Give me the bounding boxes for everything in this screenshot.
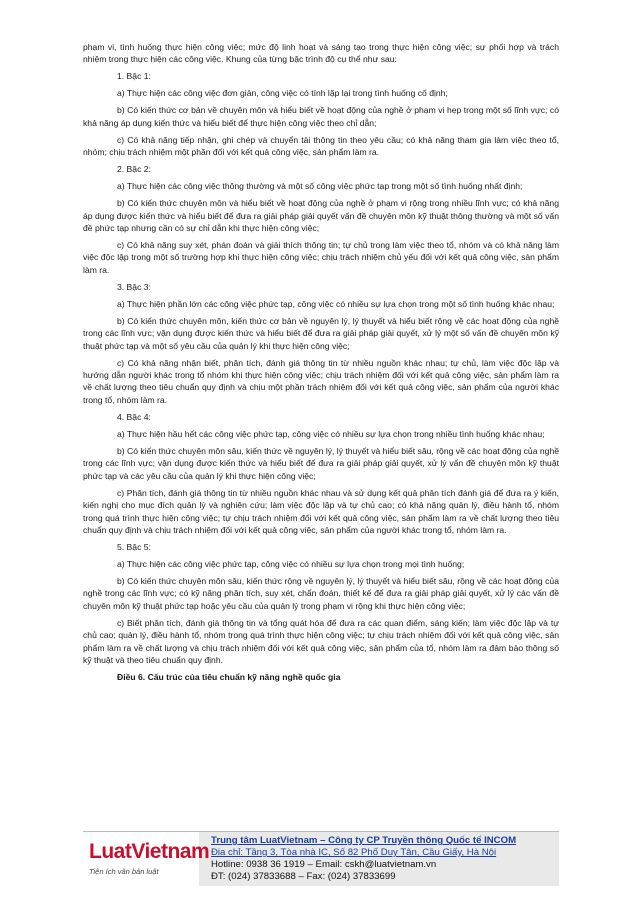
paragraph: c) Có khả năng nhận biết, phân tích, đánh giá thông tin từ nhiều nguồn khác nhau; tự chủ, làm việc độc lập và hướng dẫn người khác trong tổ nhóm khi thực hiện công việc; chịu trách nhiệm đối với kết quả công việc, sản phẩm làm ra về chất lượng theo tiêu chuẩn quy định và chịu một phần trách nhiệm đối với kết quả công việc, sản phẩm của người khác trong tổ, nhóm làm ra.: [83, 357, 559, 405]
contact-info: [199, 832, 559, 886]
paragraph: b) Có kiến thức chuyên môn và hiểu biết về hoạt động của nghề ở phạm vi rộng trong nhiều lĩnh vực; có khả năng áp dụng được kiến thức và hiểu biết để đưa ra giải pháp giải quyết vấn đề chuyên môn kỹ thuật thông thường và một số vấn đề phức tạp nhưng cần có sự chỉ dẫn khi thực hiện công việc;: [83, 198, 559, 234]
article-heading: Điều 6. Cấu trúc của tiêu chuẩn kỹ năng nghề quốc gia: [117, 671, 341, 682]
paragraph: c) Phân tích, đánh giá thông tin từ nhiều nguồn khác nhau và sử dụng kết quả phân tích đánh giá để đưa ra ý kiến, kiến nghị cho mục đích quản lý và nghiên cứu; làm việc độc lập và tự chủ cao; có khả năng quản lý, điều hành tổ, nhóm trong quá trình thực hiện công việc; tự chịu trách nhiệm đối với kết quả công việc, sản phẩm làm ra về chất lượng theo tiêu chuẩn quy định và chịu trách nhiệm đối với kết quả công việc, sản phẩm của người khác trong tổ, nhóm làm ra.: [83, 487, 559, 535]
paragraph: a) Thực hiện các công việc thông thường và một số công việc phức tạp trong một số tình huống nhất định;: [117, 181, 523, 192]
paragraph: 5. Bậc 5:: [117, 541, 151, 552]
paragraph: c) Có khả năng tiếp nhận, ghi chép và chuyển tải thông tin theo yêu cầu; có khả năng tham gia làm việc theo tổ, nhóm; chịu trách nhiệm một phần đối với kết quả công việc, sản phẩm làm ra.: [83, 134, 559, 158]
footer-banner: [83, 831, 559, 886]
logo-mark: [89, 840, 210, 864]
paragraph: 1. Bậc 1:: [117, 71, 151, 82]
paragraph: a) Thực hiện các công việc đơn giản, công việc có tính lặp lại trong tình huống cố định;: [117, 88, 448, 99]
paragraph: c) Có khả năng suy xét, phán đoán và giải thích thông tin; tự chủ trong làm việc theo tổ, nhóm và có khả năng làm việc độc lập trong một số trường hợp khi thực hiện công việc; chịu trách nhiệm chủ yếu đối với kết quả công việc, sản phẩm làm ra.: [83, 240, 559, 275]
phone-fax: ĐT: (024) 37833688 – Fax: (024) 37833699: [211, 871, 396, 882]
logo-text: LuatVietnam: [89, 840, 210, 863]
paragraph: b) Có kiến thức chuyên môn, kiến thức cơ bản về nguyên lý, lý thuyết và hiểu biết rộng về các hoạt động của nghề trong các lĩnh vực; vận dụng được kiến thức và hiểu biết để đưa ra giải pháp giải quyết, xử lý một số vấn đề chuyên môn kỹ thuật phức tạp và một số yêu cầu của quản lý khi thực hiện công việc;: [83, 315, 559, 351]
paragraph: b) Có kiến thức chuyên môn sâu, kiến thức rộng về nguyên lý, lý thuyết và hiểu biết sâu, rộng về các hoạt động của nghề trong các lĩnh vực; có kỹ năng phân tích, suy xét, chẩn đoán, thiết kế để đưa ra giải pháp giải quyết, xử lý các vấn đề chuyên môn kỹ thuật phức tạp hoặc yêu cầu của quản lý trong phạm vi rộng khi thực hiện công việc;: [83, 575, 559, 611]
paragraph: c) Biết phân tích, đánh giá thông tin và tổng quát hóa để đưa ra các quan điểm, sáng kiến; làm việc độc lập và tự chủ cao; quản lý, điều hành tổ, nhóm trong quá trình thực hiện công việc; tự chịu trách nhiệm đối với kết quả công việc, sản phẩm làm ra về chất lượng và chịu trách nhiệm đối với kết quả công việc, sản phẩm của tổ, nhóm làm ra đảm bảo thông số kỹ thuật và theo tiêu chuẩn quy định.: [83, 617, 559, 665]
document-body: [83, 41, 559, 688]
logo-tagline: Tiện ích văn bản luật: [89, 867, 159, 876]
paragraph: 2. Bậc 2:: [117, 164, 151, 175]
paragraph: 3. Bậc 3:: [117, 281, 151, 292]
paragraph: b) Có kiến thức cơ bản về chuyên môn và hiểu biết về hoạt động của nghề ở phạm vi hẹp trong một số lĩnh vực; có khả năng áp dụng kiến thức và hiểu biết để thực hiện công việc theo chỉ dẫn;: [83, 105, 559, 128]
paragraph: b) Có kiến thức chuyên môn sâu, kiến thức về nguyên lý, lý thuyết và hiểu biết sâu, rộng về các hoạt động của nghề trong các lĩnh vực; vận dụng được kiến thức và hiểu biết để đưa ra giải pháp giải quyết, xử lý vấn đề chuyên môn kỹ thuật phức tạp và các yêu cầu của quản lý khi thực hiện công việc;: [83, 445, 559, 481]
paragraph: 4. Bậc 4:: [117, 411, 151, 422]
hotline-email: Hotline: 0938 36 1919 – Email: cskh@luatvietnam.vn: [211, 859, 437, 870]
paragraph: a) Thực hiện các công việc phức tạp, công việc có nhiều sự lựa chọn trong mọi tình huống;: [117, 558, 465, 569]
company-name-link[interactable]: Trung tâm LuatVietnam – Công ty CP Truyền thông Quốc tế INCOM: [211, 835, 517, 846]
luatvietnam-logo[interactable]: [83, 832, 210, 886]
paragraph: a) Thực hiện phần lớn các công việc phức tạp, công việc có nhiều sự lựa chọn trong một số tình huống khác nhau;: [117, 298, 555, 309]
paragraph: phạm vi, tình huống thực hiện công việc; mức độ linh hoạt và sáng tạo trong thực hiện công việc; sự phối hợp và trách nhiệm trong thực hiện các công việc. Khung của từng bậc trình độ cụ thể như sau:: [83, 42, 559, 65]
paragraph: a) Thực hiện hầu hết các công việc phức tạp, công việc có nhiều sự lựa chọn trong nhiều tình huống khác nhau;: [117, 428, 545, 439]
address-link[interactable]: Địa chỉ: Tầng 3, Tòa nhà IC, Số 82 Phố Duy Tân, Cầu Giấy, Hà Nội: [211, 847, 497, 858]
